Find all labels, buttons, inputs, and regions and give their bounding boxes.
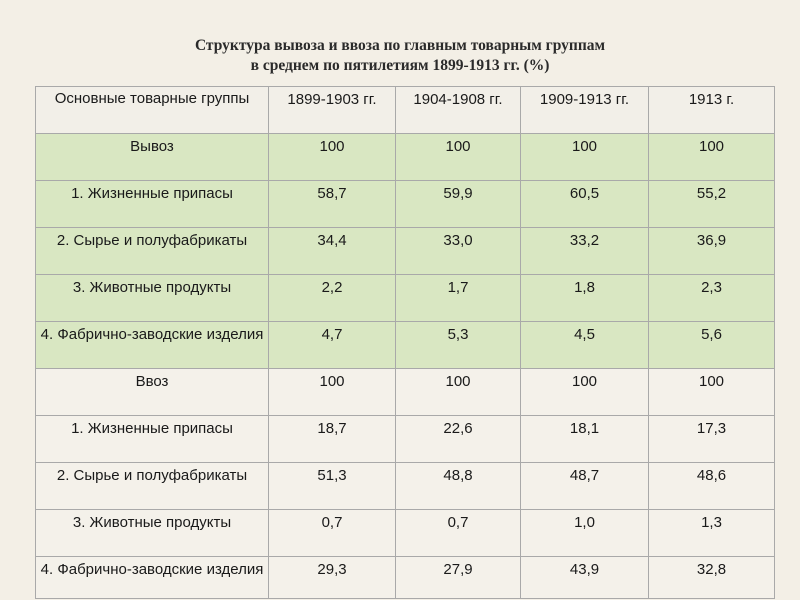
table-row bbox=[36, 228, 775, 275]
value-1909-1913: 60,5 bbox=[521, 181, 649, 228]
row-label: 3. Животные продукты bbox=[36, 510, 269, 557]
title-line-2: в среднем по пятилетиям 1899-1913 гг. (%) bbox=[250, 57, 550, 74]
table-row bbox=[36, 510, 775, 557]
column-header-1909-1913: 1909-1913 гг. bbox=[521, 87, 649, 134]
value-1909-1913: 100 bbox=[521, 369, 649, 416]
table-row bbox=[36, 416, 775, 463]
value-1904-1908: 59,9 bbox=[396, 181, 521, 228]
trade-structure-table bbox=[35, 86, 775, 599]
value-1909-1913: 18,1 bbox=[521, 416, 649, 463]
column-header-groups: Основные товарные группы bbox=[36, 87, 269, 134]
row-label: 3. Животные продукты bbox=[36, 275, 269, 322]
value-1904-1908: 48,8 bbox=[396, 463, 521, 510]
value-1899-1903: 51,3 bbox=[269, 463, 396, 510]
value-1904-1908: 33,0 bbox=[396, 228, 521, 275]
table-row bbox=[36, 134, 775, 181]
value-1899-1903: 100 bbox=[269, 369, 396, 416]
value-1913: 55,2 bbox=[649, 181, 775, 228]
value-1913: 48,6 bbox=[649, 463, 775, 510]
value-1904-1908: 100 bbox=[396, 369, 521, 416]
value-1899-1903: 58,7 bbox=[269, 181, 396, 228]
title-line-1: Структура вывоза и ввоза по главным товарным группам bbox=[194, 37, 606, 54]
value-1909-1913: 1,0 bbox=[521, 510, 649, 557]
value-1909-1913: 43,9 bbox=[521, 557, 649, 599]
value-1899-1903: 34,4 bbox=[269, 228, 396, 275]
value-1913: 17,3 bbox=[649, 416, 775, 463]
row-label: Ввоз bbox=[36, 369, 269, 416]
row-label: 4. Фабрично-заводские изделия bbox=[36, 557, 269, 599]
value-1904-1908: 5,3 bbox=[396, 322, 521, 369]
row-label: 2. Сырье и полуфабрикаты bbox=[36, 463, 269, 510]
value-1909-1913: 100 bbox=[521, 134, 649, 181]
row-label: Вывоз bbox=[36, 134, 269, 181]
value-1904-1908: 100 bbox=[396, 134, 521, 181]
value-1913: 2,3 bbox=[649, 275, 775, 322]
table-row bbox=[36, 275, 775, 322]
value-1904-1908: 22,6 bbox=[396, 416, 521, 463]
value-1909-1913: 4,5 bbox=[521, 322, 649, 369]
row-label: 1. Жизненные припасы bbox=[36, 416, 269, 463]
value-1909-1913: 1,8 bbox=[521, 275, 649, 322]
value-1913: 36,9 bbox=[649, 228, 775, 275]
page-title bbox=[0, 36, 800, 76]
table-row bbox=[36, 369, 775, 416]
row-label: 4. Фабрично-заводские изделия bbox=[36, 322, 269, 369]
row-label: 1. Жизненные припасы bbox=[36, 181, 269, 228]
value-1899-1903: 18,7 bbox=[269, 416, 396, 463]
table-row bbox=[36, 322, 775, 369]
value-1904-1908: 27,9 bbox=[396, 557, 521, 599]
value-1909-1913: 48,7 bbox=[521, 463, 649, 510]
value-1909-1913: 33,2 bbox=[521, 228, 649, 275]
value-1913: 1,3 bbox=[649, 510, 775, 557]
row-label: 2. Сырье и полуфабрикаты bbox=[36, 228, 269, 275]
column-header-1904-1908: 1904-1908 гг. bbox=[396, 87, 521, 134]
value-1904-1908: 1,7 bbox=[396, 275, 521, 322]
column-header-1913: 1913 г. bbox=[649, 87, 775, 134]
value-1899-1903: 4,7 bbox=[269, 322, 396, 369]
table-row bbox=[36, 181, 775, 228]
table-row bbox=[36, 463, 775, 510]
value-1913: 5,6 bbox=[649, 322, 775, 369]
value-1913: 32,8 bbox=[649, 557, 775, 599]
column-header-1899-1903: 1899-1903 гг. bbox=[269, 87, 396, 134]
value-1899-1903: 29,3 bbox=[269, 557, 396, 599]
value-1913: 100 bbox=[649, 134, 775, 181]
value-1899-1903: 0,7 bbox=[269, 510, 396, 557]
value-1899-1903: 2,2 bbox=[269, 275, 396, 322]
value-1904-1908: 0,7 bbox=[396, 510, 521, 557]
value-1899-1903: 100 bbox=[269, 134, 396, 181]
table-header-row bbox=[36, 87, 775, 134]
value-1913: 100 bbox=[649, 369, 775, 416]
table-row bbox=[36, 557, 775, 599]
